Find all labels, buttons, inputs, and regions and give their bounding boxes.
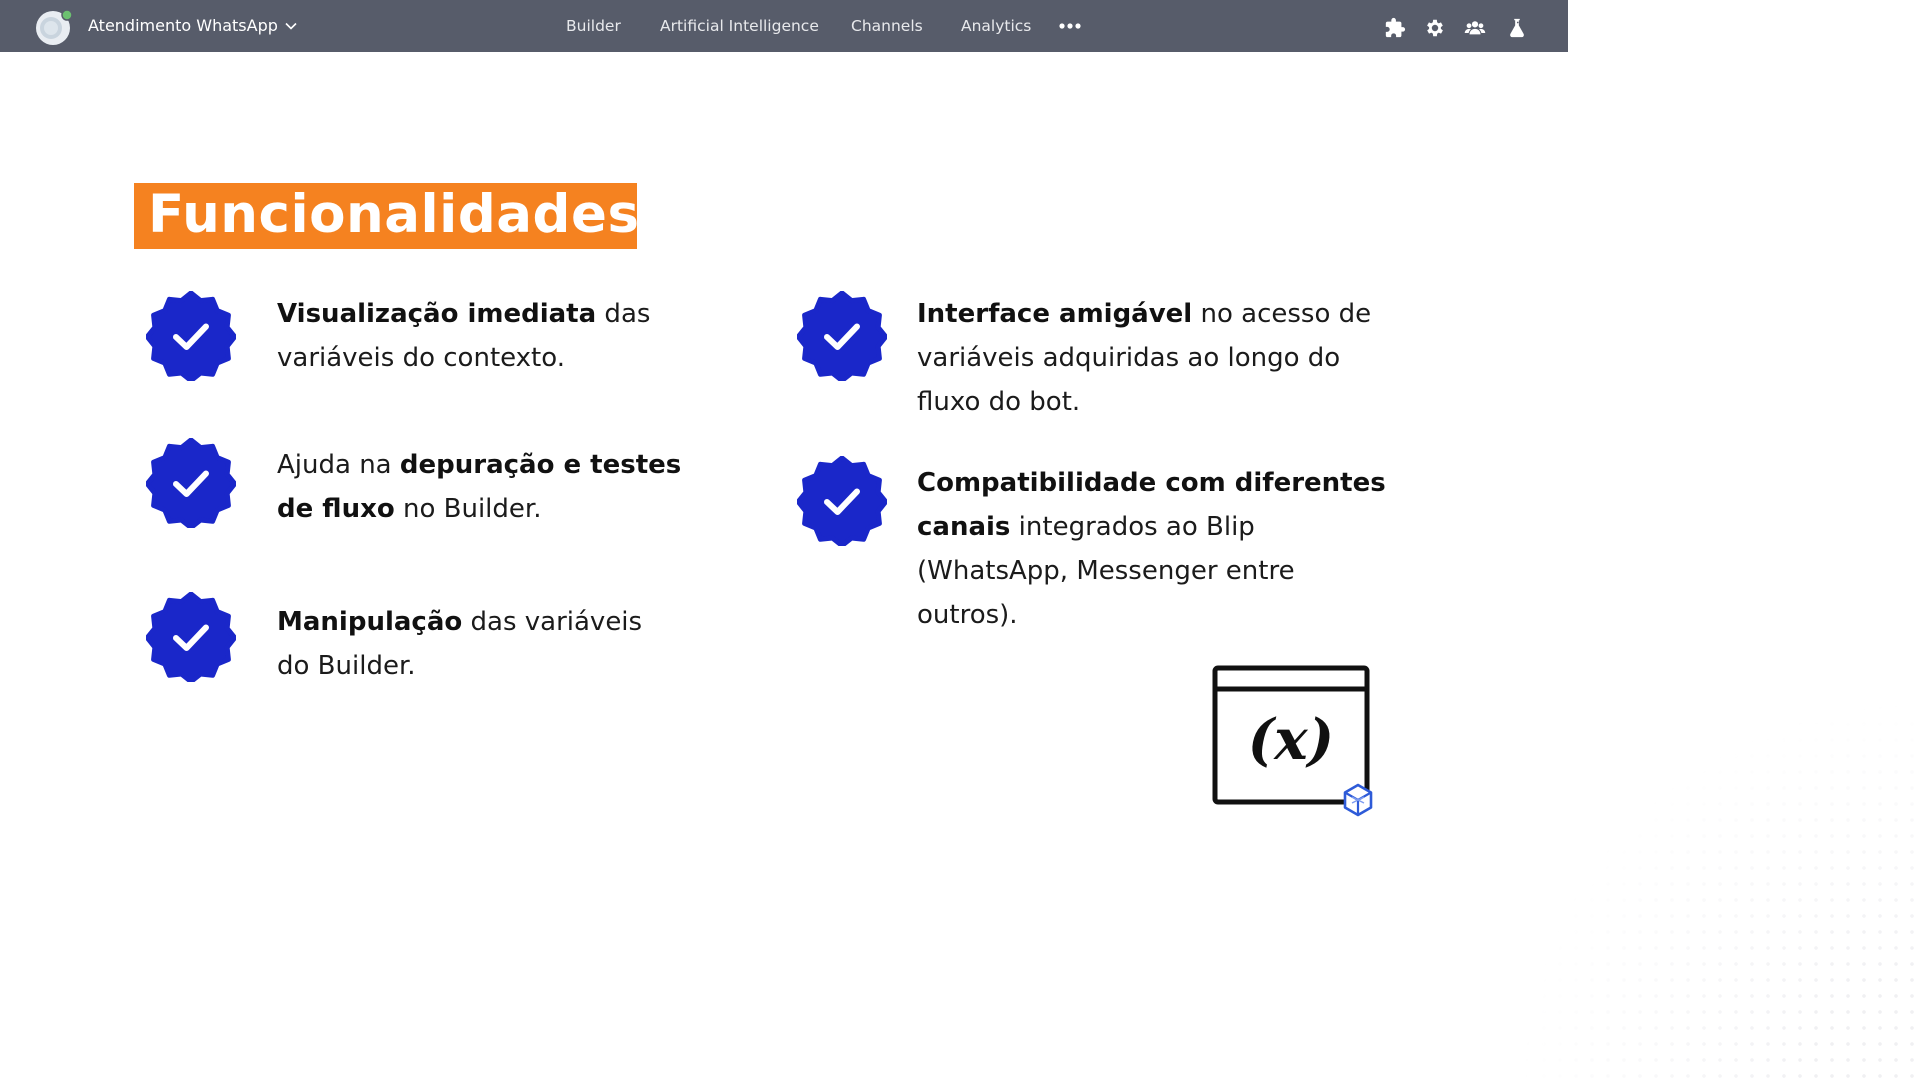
feature-bold-text: Compatibilidade com diferentes (917, 468, 1386, 498)
puzzle-icon[interactable] (1384, 17, 1406, 39)
bot-selector[interactable] (88, 16, 297, 35)
feature-bold-text: de fluxo (277, 494, 395, 524)
feature-item-compatibility (917, 461, 1386, 637)
check-badge-icon (146, 291, 236, 381)
feature-item-visualization (277, 292, 650, 380)
section-title-box (134, 183, 640, 249)
bot-avatar[interactable] (34, 8, 72, 46)
feature-text: fluxo do bot. (917, 387, 1081, 417)
feature-text: (WhatsApp, Messenger entre (917, 556, 1295, 586)
gear-icon[interactable] (1424, 17, 1446, 39)
online-status-indicator (62, 10, 72, 20)
flask-icon[interactable] (1506, 17, 1528, 39)
feature-text: outros). (917, 600, 1018, 630)
decorative-dot-pattern (1520, 700, 1920, 1080)
feature-bold-text: depuração e testes (399, 450, 682, 480)
nav-channels[interactable]: Channels (851, 17, 923, 35)
feature-text: do Builder. (277, 651, 416, 681)
bot-name-label: Atendimento WhatsApp (88, 16, 278, 35)
team-icon[interactable] (1464, 17, 1486, 39)
top-navigation-bar (0, 0, 1568, 52)
nav-builder[interactable]: Builder (566, 17, 621, 35)
page-title: Funcionalidades (148, 184, 640, 245)
feature-bold-text: Manipulação (277, 607, 463, 637)
check-badge-icon (146, 592, 236, 682)
feature-text: no acesso de (1192, 299, 1372, 329)
feature-bold-text: Visualização imediata (277, 299, 597, 329)
feature-item-interface (917, 292, 1371, 424)
feature-text: das (596, 299, 651, 329)
feature-text: integrados ao Blip (1010, 512, 1255, 542)
more-dots-icon[interactable] (1058, 22, 1082, 30)
variables-window-illustration (1210, 664, 1380, 824)
feature-text: Ajuda na (277, 450, 400, 480)
feature-item-debugging (277, 443, 681, 531)
nav-analytics[interactable]: Analytics (961, 17, 1032, 35)
feature-text: das variáveis (462, 607, 643, 637)
blip-logo-icon (1345, 785, 1371, 815)
check-badge-icon (797, 291, 887, 381)
feature-bold-text: Interface amigável (917, 299, 1193, 329)
nav-artificial-intelligence[interactable]: Artificial Intelligence (660, 17, 819, 35)
feature-text: variáveis adquiridas ao longo do (917, 343, 1341, 373)
check-badge-icon (146, 438, 236, 528)
feature-text: no Builder. (394, 494, 542, 524)
feature-bold-text: canais (917, 512, 1011, 542)
variable-symbol: (x) (1247, 707, 1335, 773)
feature-item-manipulation (277, 600, 642, 688)
feature-text: variáveis do contexto. (277, 343, 565, 373)
check-badge-icon (797, 456, 887, 546)
chevron-down-icon (285, 22, 297, 30)
